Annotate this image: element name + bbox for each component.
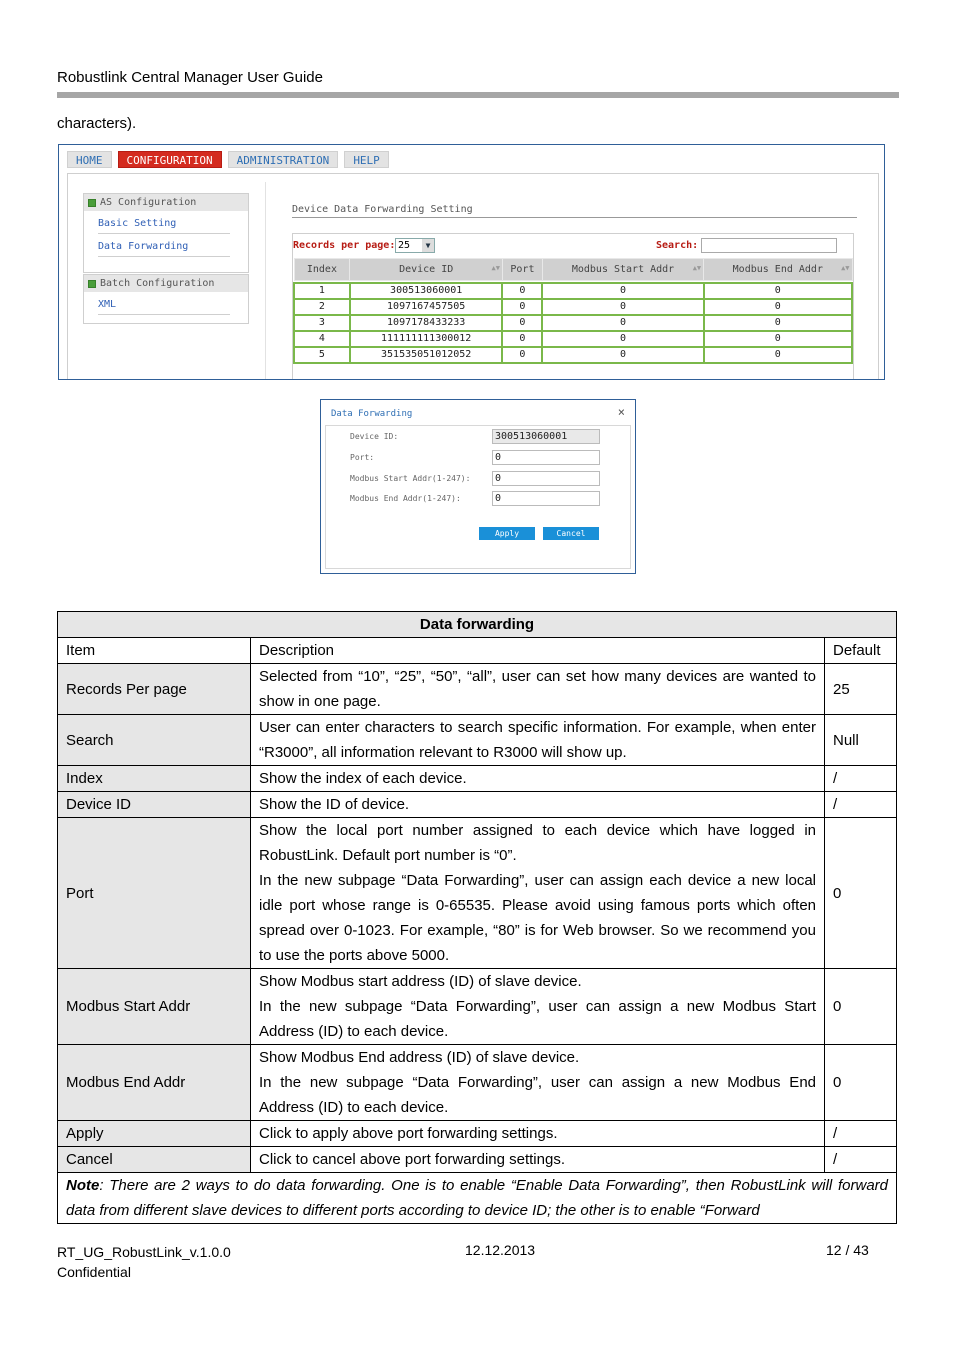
table-row (58, 664, 897, 715)
records-per-page-value: 25 (398, 240, 411, 251)
top-nav (67, 151, 389, 168)
dialog-body (325, 425, 631, 569)
data-forwarding-dialog (320, 399, 636, 574)
table-row (58, 1045, 897, 1121)
tab-home[interactable]: HOME (67, 151, 112, 168)
row-description: Click to apply above port forwarding settings. (251, 1121, 825, 1147)
section-title: Device Data Forwarding Setting (292, 204, 857, 218)
row-default: / (825, 792, 897, 818)
records-per-page-select[interactable] (395, 238, 435, 253)
row-default: 25 (825, 664, 897, 715)
content-frame (67, 173, 879, 380)
footer-left (57, 1242, 231, 1282)
row-description: Show the ID of device. (251, 792, 825, 818)
sidebar-item-basic-setting[interactable]: Basic Setting (98, 215, 230, 234)
table-row (58, 792, 897, 818)
header-rule (57, 92, 899, 98)
footer-date: 12.12.2013 (465, 1242, 536, 1258)
row-description (251, 969, 825, 1045)
config-screenshot (58, 144, 885, 380)
apply-button[interactable]: Apply (479, 527, 535, 540)
sort-icon: ▲▼ (692, 264, 702, 272)
sidebar-item-xml[interactable]: XML (98, 296, 230, 315)
footer-confidential: Confidential (57, 1264, 131, 1280)
sidebar-group-batch-configuration (83, 274, 249, 324)
tab-help[interactable]: HELP (344, 151, 389, 168)
expand-icon (88, 199, 96, 207)
table-row[interactable]: 5 351535051012052 0 0 0 (294, 347, 852, 363)
tab-administration[interactable]: ADMINISTRATION (228, 151, 339, 168)
row-default: 0 (825, 1045, 897, 1121)
intro-text: characters). (57, 115, 137, 132)
row-default: / (825, 1121, 897, 1147)
row-item: Modbus End Addr (58, 1045, 251, 1121)
table-row[interactable]: 1 300513060001 0 0 0 (294, 283, 852, 299)
device-table (293, 258, 853, 364)
device-id-label: Device ID: (350, 432, 399, 441)
tab-configuration[interactable]: CONFIGURATION (118, 151, 222, 168)
records-per-page-label: Records per page: (293, 240, 396, 251)
modbus-start-input[interactable]: 0 (492, 471, 600, 486)
data-forwarding-table (57, 611, 897, 1224)
column-header[interactable]: Modbus End Addr ▲▼ (704, 259, 852, 281)
footer-page-number: 12 / 43 (826, 1242, 869, 1258)
row-item: Cancel (58, 1147, 251, 1173)
table-row[interactable]: 3 1097178433233 0 0 0 (294, 315, 852, 331)
row-item: Records Per page (58, 664, 251, 715)
table-title: Data forwarding (58, 612, 897, 638)
device-id-field: 300513060001 (492, 429, 600, 444)
row-item: Search (58, 715, 251, 766)
table-header-row (294, 259, 852, 281)
table-row (58, 766, 897, 792)
note-cell (58, 1173, 897, 1224)
sidebar-group-header[interactable] (84, 194, 248, 211)
table-row (58, 1147, 897, 1173)
row-item: Modbus Start Addr (58, 969, 251, 1045)
row-description-line: Show the local port number assigned to each device which have logged in RobustLink. Default port number is “0”. (259, 822, 816, 864)
chevron-down-icon: ▼ (422, 239, 434, 252)
table-row (58, 715, 897, 766)
close-icon[interactable]: × (617, 405, 625, 419)
table-row (58, 969, 897, 1045)
sidebar-group-header[interactable] (84, 275, 248, 292)
document-header-title: Robustlink Central Manager User Guide (57, 69, 323, 86)
port-input[interactable]: 0 (492, 450, 600, 465)
row-description-line: In the new subpage “Data Forwarding”, user can assign each device a new local idle port whose range is 0-65535. Please avoid using famous ports which often spread over 0-1023. For example, “80” is for Web browser. So we recommend you to use the ports above 5000. (259, 872, 816, 964)
table-title-row (58, 612, 897, 638)
column-header[interactable]: Index (294, 259, 350, 281)
column-header[interactable]: Modbus Start Addr ▲▼ (542, 259, 703, 281)
sidebar-divider (265, 182, 266, 380)
table-header-row (58, 638, 897, 664)
modbus-start-label: Modbus Start Addr(1-247): (350, 474, 471, 483)
row-description-line: In the new subpage “Data Forwarding”, user can assign a new Modbus Start Address (ID) to each device. (259, 998, 816, 1040)
sidebar-group-title: AS Configuration (100, 197, 197, 208)
row-item: Device ID (58, 792, 251, 818)
cancel-button[interactable]: Cancel (543, 527, 599, 540)
note-text: : There are 2 ways to do data forwarding. One is to enable “Enable Data Forwarding”, then RobustLink will forward data from different slave devices to different ports according to device ID; the other is to enable “Forward (66, 1177, 889, 1219)
note-row (58, 1173, 897, 1224)
header-description: Description (251, 638, 825, 664)
table-row (58, 1121, 897, 1147)
table-row (58, 818, 897, 969)
sort-icon: ▲▼ (491, 264, 500, 272)
row-item: Port (58, 818, 251, 969)
sidebar-group-as-configuration (83, 193, 249, 273)
row-default: / (825, 1147, 897, 1173)
row-description: Show the index of each device. (251, 766, 825, 792)
row-description-line: Show Modbus End address (ID) of slave device. (259, 1049, 580, 1066)
row-description: Click to cancel above port forwarding settings. (251, 1147, 825, 1173)
footer-doc-id: RT_UG_RobustLink_v.1.0.0 (57, 1244, 231, 1260)
modbus-end-input[interactable]: 0 (492, 491, 600, 506)
row-item: Apply (58, 1121, 251, 1147)
row-item: Index (58, 766, 251, 792)
row-default: 0 (825, 969, 897, 1045)
row-description: User can enter characters to search specific information. For example, when enter “R3000”, all information relevant to R3000 will show up. (251, 715, 825, 766)
table-row[interactable]: 4 111111111300012 0 0 0 (294, 331, 852, 347)
column-header[interactable]: Device ID ▲▼ (350, 259, 503, 281)
port-label: Port: (350, 453, 375, 462)
expand-icon (88, 280, 96, 288)
dialog-title: Data Forwarding (331, 409, 413, 419)
header-default: Default (825, 638, 897, 664)
sort-icon: ▲▼ (841, 264, 850, 272)
header-item: Item (58, 638, 251, 664)
table-row[interactable]: 2 1097167457505 0 0 0 (294, 299, 852, 315)
search-input[interactable] (701, 238, 837, 253)
sidebar-item-data-forwarding[interactable]: Data Forwarding (98, 238, 230, 257)
row-description: Selected from “10”, “25”, “50”, “all”, user can set how many devices are wanted to show in one page. (251, 664, 825, 715)
note-label: Note (66, 1177, 100, 1194)
row-description-line: In the new subpage “Data Forwarding”, user can assign a new Modbus End Address (ID) to each device. (259, 1074, 816, 1116)
row-default: 0 (825, 818, 897, 969)
row-default: / (825, 766, 897, 792)
row-description (251, 1045, 825, 1121)
search-label: Search: (656, 240, 699, 251)
row-default: Null (825, 715, 897, 766)
forwarding-panel (292, 233, 854, 380)
modbus-end-label: Modbus End Addr(1-247): (350, 494, 461, 503)
row-description-line: Show Modbus start address (ID) of slave device. (259, 973, 582, 990)
row-description (251, 818, 825, 969)
column-header[interactable]: Port (502, 259, 542, 281)
sidebar-group-title: Batch Configuration (100, 278, 215, 289)
